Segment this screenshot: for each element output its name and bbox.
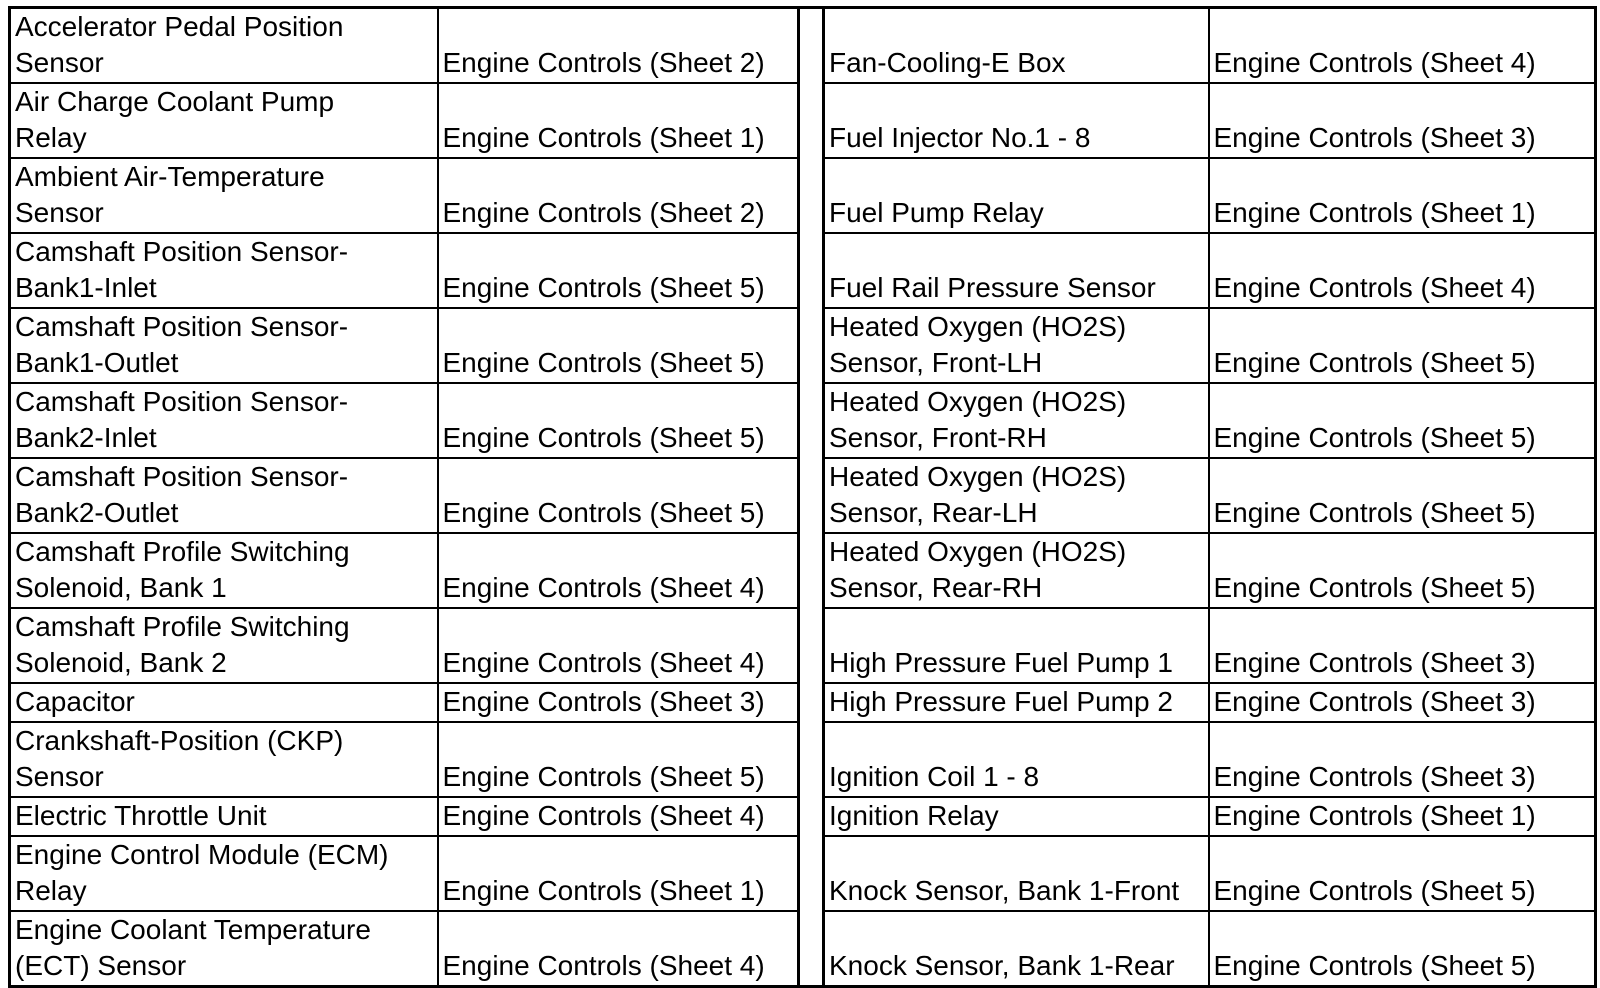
column-divider (799, 8, 824, 987)
right-location-cell: Engine Controls (Sheet 5) (1209, 458, 1596, 533)
left-location-cell: Engine Controls (Sheet 3) (438, 683, 799, 722)
left-location-cell: Engine Controls (Sheet 4) (438, 797, 799, 836)
left-location-cell: Engine Controls (Sheet 4) (438, 608, 799, 683)
right-location-cell: Engine Controls (Sheet 4) (1209, 8, 1596, 84)
left-component-cell: Camshaft Position Sensor- Bank2-Inlet (10, 383, 438, 458)
right-location-cell: Engine Controls (Sheet 5) (1209, 383, 1596, 458)
right-component-cell: Heated Oxygen (HO2S) Sensor, Rear-LH (824, 458, 1209, 533)
right-component-cell: Ignition Coil 1 - 8 (824, 722, 1209, 797)
left-component-cell: Crankshaft-Position (CKP) Sensor (10, 722, 438, 797)
right-location-cell: Engine Controls (Sheet 1) (1209, 797, 1596, 836)
right-location-cell: Engine Controls (Sheet 5) (1209, 836, 1596, 911)
left-component-cell: Camshaft Profile Switching Solenoid, Bank 1 (10, 533, 438, 608)
right-component-cell: Fan-Cooling-E Box (824, 8, 1209, 84)
right-location-cell: Engine Controls (Sheet 5) (1209, 533, 1596, 608)
left-location-cell: Engine Controls (Sheet 4) (438, 533, 799, 608)
left-location-cell: Engine Controls (Sheet 2) (438, 158, 799, 233)
left-component-cell: Camshaft Position Sensor- Bank1-Inlet (10, 233, 438, 308)
left-location-cell: Engine Controls (Sheet 5) (438, 233, 799, 308)
right-component-cell: Knock Sensor, Bank 1-Front (824, 836, 1209, 911)
left-component-cell: Engine Coolant Temperature (ECT) Sensor (10, 911, 438, 987)
right-component-cell: Heated Oxygen (HO2S) Sensor, Front-RH (824, 383, 1209, 458)
right-location-cell: Engine Controls (Sheet 3) (1209, 608, 1596, 683)
left-location-cell: Engine Controls (Sheet 5) (438, 458, 799, 533)
right-component-cell: Knock Sensor, Bank 1-Rear (824, 911, 1209, 987)
right-location-cell: Engine Controls (Sheet 4) (1209, 233, 1596, 308)
left-component-cell: Electric Throttle Unit (10, 797, 438, 836)
right-location-cell: Engine Controls (Sheet 3) (1209, 83, 1596, 158)
left-location-cell: Engine Controls (Sheet 5) (438, 308, 799, 383)
left-component-cell: Camshaft Position Sensor- Bank2-Outlet (10, 458, 438, 533)
right-component-cell: High Pressure Fuel Pump 1 (824, 608, 1209, 683)
right-location-cell: Engine Controls (Sheet 5) (1209, 911, 1596, 987)
left-location-cell: Engine Controls (Sheet 5) (438, 722, 799, 797)
left-component-cell: Camshaft Position Sensor- Bank1-Outlet (10, 308, 438, 383)
component-location-table (8, 6, 1597, 988)
left-component-cell: Ambient Air-Temperature Sensor (10, 158, 438, 233)
left-location-cell: Engine Controls (Sheet 1) (438, 83, 799, 158)
left-component-cell: Engine Control Module (ECM) Relay (10, 836, 438, 911)
right-component-cell: Heated Oxygen (HO2S) Sensor, Rear-RH (824, 533, 1209, 608)
table-row (10, 8, 1596, 84)
left-component-cell: Camshaft Profile Switching Solenoid, Bank 2 (10, 608, 438, 683)
right-component-cell: Ignition Relay (824, 797, 1209, 836)
left-component-cell: Air Charge Coolant Pump Relay (10, 83, 438, 158)
right-component-cell: High Pressure Fuel Pump 2 (824, 683, 1209, 722)
right-location-cell: Engine Controls (Sheet 3) (1209, 683, 1596, 722)
right-component-cell: Fuel Injector No.1 - 8 (824, 83, 1209, 158)
left-location-cell: Engine Controls (Sheet 1) (438, 836, 799, 911)
right-component-cell: Fuel Pump Relay (824, 158, 1209, 233)
left-component-cell: Capacitor (10, 683, 438, 722)
right-location-cell: Engine Controls (Sheet 3) (1209, 722, 1596, 797)
left-location-cell: Engine Controls (Sheet 4) (438, 911, 799, 987)
left-component-cell: Accelerator Pedal Position Sensor (10, 8, 438, 84)
right-component-cell: Heated Oxygen (HO2S) Sensor, Front-LH (824, 308, 1209, 383)
right-location-cell: Engine Controls (Sheet 1) (1209, 158, 1596, 233)
right-location-cell: Engine Controls (Sheet 5) (1209, 308, 1596, 383)
left-location-cell: Engine Controls (Sheet 5) (438, 383, 799, 458)
left-location-cell: Engine Controls (Sheet 2) (438, 8, 799, 84)
right-component-cell: Fuel Rail Pressure Sensor (824, 233, 1209, 308)
